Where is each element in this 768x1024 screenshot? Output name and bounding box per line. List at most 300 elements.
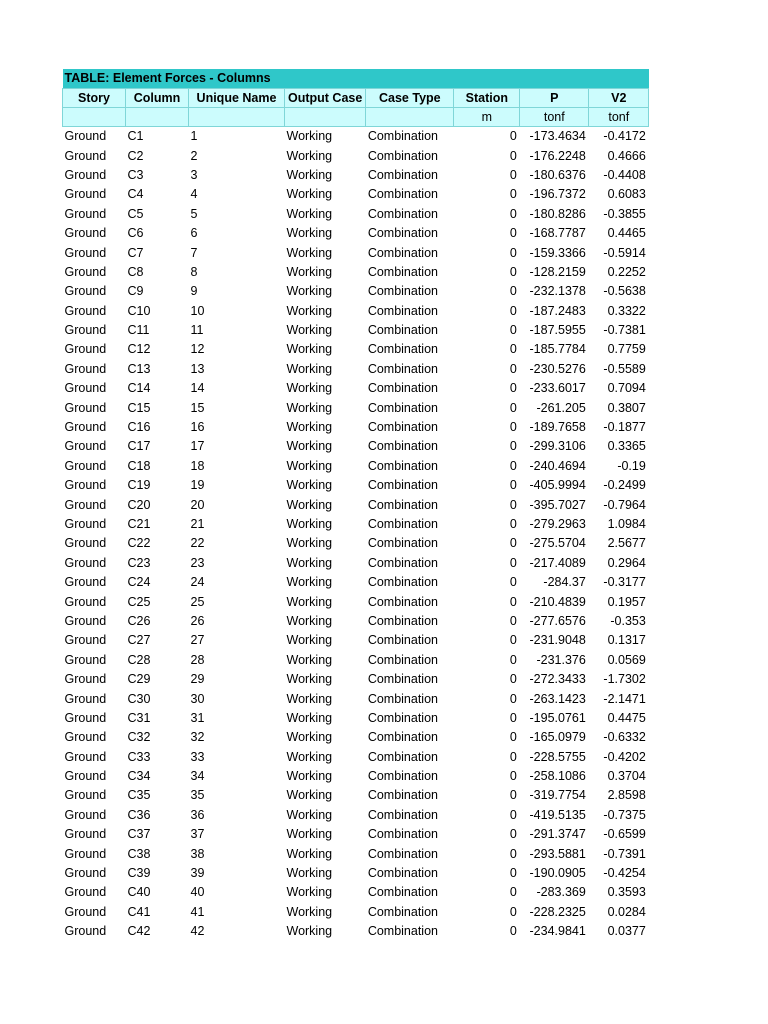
cell-p[interactable]: -168.7787 [529, 226, 586, 241]
cell-p[interactable]: -176.2248 [529, 148, 586, 163]
cell-story[interactable]: Ground [64, 652, 107, 667]
cell-p[interactable]: -240.4694 [529, 458, 586, 473]
header-p[interactable]: P [520, 89, 589, 108]
cell-station[interactable]: 0 [509, 807, 517, 822]
cell-story[interactable]: Ground [64, 788, 107, 803]
cell-output-case[interactable]: Working [286, 226, 333, 241]
cell-station[interactable]: 0 [509, 769, 517, 784]
cell-v2[interactable]: 2.8598 [607, 788, 646, 803]
header-station[interactable]: Station [454, 89, 520, 108]
cell-story[interactable]: Ground [64, 226, 107, 241]
cell-v2[interactable]: 0.3704 [607, 769, 646, 784]
cell-output-case[interactable]: Working [286, 187, 333, 202]
cell-station[interactable]: 0 [509, 206, 517, 221]
cell-unique-name[interactable]: 1 [190, 129, 198, 144]
cell-station[interactable]: 0 [509, 148, 517, 163]
cell-output-case[interactable]: Working [286, 167, 333, 182]
cell-story[interactable]: Ground [64, 439, 107, 454]
cell-p[interactable]: -277.6576 [529, 613, 586, 628]
cell-v2[interactable]: 0.7094 [607, 381, 646, 396]
cell-v2[interactable]: 0.0284 [607, 904, 646, 919]
cell-p[interactable]: -185.7784 [529, 342, 586, 357]
cell-case-type[interactable]: Combination [367, 691, 438, 706]
cell-column[interactable]: C42 [127, 924, 151, 939]
cell-p[interactable]: -187.5955 [529, 323, 586, 338]
cell-case-type[interactable]: Combination [367, 245, 438, 260]
cell-station[interactable]: 0 [509, 885, 517, 900]
cell-story[interactable]: Ground [64, 264, 107, 279]
cell-unique-name[interactable]: 20 [190, 497, 205, 512]
header-story[interactable]: Story [63, 89, 126, 108]
cell-output-case[interactable]: Working [286, 672, 333, 687]
cell-column[interactable]: C21 [127, 517, 151, 531]
cell-column[interactable]: C22 [127, 536, 151, 551]
cell-p[interactable]: -173.4634 [529, 129, 586, 144]
cell-case-type[interactable]: Combination [367, 323, 438, 338]
cell-p[interactable]: -231.376 [536, 652, 586, 667]
cell-station[interactable]: 0 [509, 420, 517, 435]
header-unique-name[interactable]: Unique Name [189, 89, 285, 108]
cell-station[interactable]: 0 [509, 400, 517, 415]
cell-column[interactable]: C4 [127, 187, 144, 202]
cell-case-type[interactable]: Combination [367, 206, 438, 221]
cell-station[interactable]: 0 [509, 284, 517, 299]
cell-station[interactable]: 0 [509, 827, 517, 842]
cell-story[interactable]: Ground [64, 167, 107, 182]
cell-case-type[interactable]: Combination [367, 400, 438, 415]
cell-v2[interactable]: -0.4408 [603, 167, 646, 182]
cell-unique-name[interactable]: 17 [190, 439, 205, 454]
unit-unique-name[interactable] [189, 108, 285, 127]
cell-v2[interactable]: -0.19 [617, 458, 646, 473]
cell-story[interactable]: Ground [64, 749, 107, 764]
cell-v2[interactable]: 0.3365 [607, 439, 646, 454]
cell-column[interactable]: C34 [127, 769, 151, 784]
cell-output-case[interactable]: Working [286, 458, 333, 473]
cell-output-case[interactable]: Working [286, 439, 333, 454]
cell-column[interactable]: C2 [127, 148, 144, 163]
cell-v2[interactable]: -0.4254 [603, 866, 646, 881]
cell-p[interactable]: -128.2159 [529, 264, 586, 279]
cell-v2[interactable]: -0.353 [610, 613, 646, 628]
cell-case-type[interactable]: Combination [367, 710, 438, 725]
cell-story[interactable]: Ground [64, 361, 107, 376]
cell-unique-name[interactable]: 35 [190, 788, 205, 803]
cell-unique-name[interactable]: 25 [190, 594, 205, 609]
cell-output-case[interactable]: Working [286, 497, 333, 512]
cell-output-case[interactable]: Working [286, 284, 333, 299]
cell-station[interactable]: 0 [509, 846, 517, 861]
cell-v2[interactable]: 0.0569 [607, 652, 646, 667]
cell-v2[interactable]: 0.0377 [607, 924, 646, 939]
cell-p[interactable]: -279.2963 [529, 517, 586, 531]
cell-unique-name[interactable]: 18 [190, 458, 205, 473]
cell-column[interactable]: C3 [127, 167, 144, 182]
cell-output-case[interactable]: Working [286, 788, 333, 803]
cell-output-case[interactable]: Working [286, 129, 333, 144]
cell-story[interactable]: Ground [64, 458, 107, 473]
cell-v2[interactable]: -0.4202 [603, 749, 646, 764]
unit-v2[interactable]: tonf [589, 108, 649, 127]
cell-station[interactable]: 0 [509, 691, 517, 706]
cell-station[interactable]: 0 [509, 633, 517, 648]
cell-v2[interactable]: -0.7375 [603, 807, 646, 822]
cell-output-case[interactable]: Working [286, 691, 333, 706]
cell-p[interactable]: -258.1086 [529, 769, 586, 784]
cell-column[interactable]: C16 [127, 420, 151, 435]
header-v2[interactable]: V2 [589, 89, 649, 108]
cell-v2[interactable]: -0.4172 [603, 129, 646, 144]
cell-story[interactable]: Ground [64, 420, 107, 435]
cell-unique-name[interactable]: 10 [190, 303, 205, 318]
cell-unique-name[interactable]: 38 [190, 846, 205, 861]
cell-v2[interactable]: 2.5677 [607, 536, 646, 551]
cell-unique-name[interactable]: 36 [190, 807, 205, 822]
cell-v2[interactable]: -0.6599 [603, 827, 646, 842]
cell-v2[interactable]: -0.6332 [603, 730, 646, 745]
cell-column[interactable]: C40 [127, 885, 151, 900]
cell-case-type[interactable]: Combination [367, 420, 438, 435]
cell-case-type[interactable]: Combination [367, 749, 438, 764]
cell-unique-name[interactable]: 19 [190, 478, 205, 493]
cell-column[interactable]: C36 [127, 807, 151, 822]
cell-column[interactable]: C11 [127, 323, 150, 338]
cell-output-case[interactable]: Working [286, 652, 333, 667]
cell-unique-name[interactable]: 27 [190, 633, 205, 648]
cell-column[interactable]: C5 [127, 206, 144, 221]
cell-case-type[interactable]: Combination [367, 866, 438, 881]
cell-case-type[interactable]: Combination [367, 633, 438, 648]
cell-station[interactable]: 0 [509, 749, 517, 764]
cell-case-type[interactable]: Combination [367, 167, 438, 182]
cell-story[interactable]: Ground [64, 536, 107, 551]
cell-unique-name[interactable]: 22 [190, 536, 205, 551]
cell-case-type[interactable]: Combination [367, 613, 438, 628]
cell-station[interactable]: 0 [509, 226, 517, 241]
cell-case-type[interactable]: Combination [367, 478, 438, 493]
cell-p[interactable]: -180.8286 [529, 206, 586, 221]
cell-station[interactable]: 0 [509, 575, 517, 590]
unit-output-case[interactable] [285, 108, 366, 127]
cell-column[interactable]: C1 [127, 129, 144, 144]
cell-v2[interactable]: 0.2964 [607, 555, 646, 570]
cell-unique-name[interactable]: 5 [190, 206, 198, 221]
cell-case-type[interactable]: Combination [367, 769, 438, 784]
cell-station[interactable]: 0 [509, 323, 517, 338]
cell-station[interactable]: 0 [509, 303, 517, 318]
cell-output-case[interactable]: Working [286, 478, 333, 493]
unit-column[interactable] [126, 108, 189, 127]
cell-p[interactable]: -275.5704 [529, 536, 586, 551]
cell-v2[interactable]: 0.1957 [607, 594, 646, 609]
cell-p[interactable]: -419.5135 [529, 807, 586, 822]
cell-column[interactable]: C13 [127, 361, 151, 376]
cell-case-type[interactable]: Combination [367, 303, 438, 318]
cell-p[interactable]: -272.3433 [529, 672, 586, 687]
cell-output-case[interactable]: Working [286, 400, 333, 415]
cell-case-type[interactable]: Combination [367, 924, 438, 939]
cell-output-case[interactable]: Working [286, 885, 333, 900]
cell-case-type[interactable]: Combination [367, 439, 438, 454]
cell-station[interactable]: 0 [509, 342, 517, 357]
cell-p[interactable]: -187.2483 [529, 303, 586, 318]
header-column[interactable]: Column [126, 89, 189, 108]
cell-station[interactable]: 0 [509, 381, 517, 396]
cell-column[interactable]: C37 [127, 827, 151, 842]
cell-v2[interactable]: 0.4666 [607, 148, 646, 163]
cell-output-case[interactable]: Working [286, 245, 333, 260]
cell-v2[interactable]: 0.3807 [607, 400, 646, 415]
cell-story[interactable]: Ground [64, 129, 107, 144]
cell-column[interactable]: C32 [127, 730, 151, 745]
cell-output-case[interactable]: Working [286, 303, 333, 318]
cell-story[interactable]: Ground [64, 904, 107, 919]
cell-p[interactable]: -196.7372 [529, 187, 586, 202]
cell-unique-name[interactable]: 21 [190, 517, 205, 531]
cell-p[interactable]: -228.5755 [529, 749, 586, 764]
cell-story[interactable]: Ground [64, 517, 107, 531]
cell-case-type[interactable]: Combination [367, 730, 438, 745]
cell-column[interactable]: C26 [127, 613, 151, 628]
cell-column[interactable]: C19 [127, 478, 151, 493]
cell-unique-name[interactable]: 11 [190, 323, 204, 338]
cell-story[interactable]: Ground [64, 924, 107, 939]
unit-case-type[interactable] [366, 108, 454, 127]
cell-station[interactable]: 0 [509, 613, 517, 628]
cell-v2[interactable]: -0.7391 [603, 846, 646, 861]
cell-p[interactable]: -228.2325 [529, 904, 586, 919]
cell-story[interactable]: Ground [64, 866, 107, 881]
cell-output-case[interactable]: Working [286, 749, 333, 764]
cell-column[interactable]: C35 [127, 788, 151, 803]
cell-station[interactable]: 0 [509, 478, 517, 493]
cell-column[interactable]: C25 [127, 594, 151, 609]
cell-station[interactable]: 0 [509, 594, 517, 609]
cell-output-case[interactable]: Working [286, 148, 333, 163]
cell-output-case[interactable]: Working [286, 361, 333, 376]
cell-story[interactable]: Ground [64, 555, 107, 570]
cell-case-type[interactable]: Combination [367, 904, 438, 919]
cell-p[interactable]: -234.9841 [529, 924, 586, 939]
cell-story[interactable]: Ground [64, 323, 107, 338]
cell-column[interactable]: C14 [127, 381, 151, 396]
cell-column[interactable]: C8 [127, 264, 144, 279]
cell-story[interactable]: Ground [64, 342, 107, 357]
cell-p[interactable]: -263.1423 [529, 691, 586, 706]
unit-story[interactable] [63, 108, 126, 127]
cell-station[interactable]: 0 [509, 245, 517, 260]
cell-story[interactable]: Ground [64, 846, 107, 861]
cell-p[interactable]: -405.9994 [529, 478, 586, 493]
cell-case-type[interactable]: Combination [367, 594, 438, 609]
cell-p[interactable]: -395.7027 [529, 497, 586, 512]
cell-p[interactable]: -180.6376 [529, 167, 586, 182]
cell-unique-name[interactable]: 2 [190, 148, 198, 163]
cell-unique-name[interactable]: 16 [190, 420, 205, 435]
cell-output-case[interactable]: Working [286, 710, 333, 725]
cell-unique-name[interactable]: 3 [190, 167, 198, 182]
cell-column[interactable]: C27 [127, 633, 151, 648]
cell-column[interactable]: C6 [127, 226, 144, 241]
cell-column[interactable]: C30 [127, 691, 151, 706]
cell-p[interactable]: -195.0761 [529, 710, 586, 725]
cell-case-type[interactable]: Combination [367, 536, 438, 551]
cell-output-case[interactable]: Working [286, 323, 333, 338]
cell-output-case[interactable]: Working [286, 613, 333, 628]
cell-unique-name[interactable]: 31 [190, 710, 205, 725]
cell-v2[interactable]: 0.1317 [607, 633, 646, 648]
cell-unique-name[interactable]: 39 [190, 866, 205, 881]
cell-unique-name[interactable]: 28 [190, 652, 205, 667]
cell-story[interactable]: Ground [64, 827, 107, 842]
cell-output-case[interactable]: Working [286, 536, 333, 551]
cell-story[interactable]: Ground [64, 613, 107, 628]
cell-output-case[interactable]: Working [286, 342, 333, 357]
cell-station[interactable]: 0 [509, 187, 517, 202]
cell-p[interactable]: -230.5276 [529, 361, 586, 376]
cell-output-case[interactable]: Working [286, 807, 333, 822]
cell-unique-name[interactable]: 23 [190, 555, 205, 570]
cell-output-case[interactable]: Working [286, 866, 333, 881]
cell-output-case[interactable]: Working [286, 575, 333, 590]
cell-p[interactable]: -291.3747 [529, 827, 586, 842]
cell-v2[interactable]: -0.3177 [603, 575, 646, 590]
cell-column[interactable]: C41 [127, 904, 151, 919]
cell-station[interactable]: 0 [509, 517, 517, 531]
cell-unique-name[interactable]: 41 [190, 904, 205, 919]
cell-column[interactable]: C24 [127, 575, 151, 590]
cell-unique-name[interactable]: 24 [190, 575, 205, 590]
cell-p[interactable]: -165.0979 [529, 730, 586, 745]
cell-p[interactable]: -217.4089 [529, 555, 586, 570]
cell-output-case[interactable]: Working [286, 420, 333, 435]
cell-station[interactable]: 0 [509, 924, 517, 939]
cell-story[interactable]: Ground [64, 672, 107, 687]
cell-column[interactable]: C18 [127, 458, 151, 473]
cell-case-type[interactable]: Combination [367, 517, 438, 531]
cell-v2[interactable]: -0.1877 [603, 420, 646, 435]
cell-p[interactable]: -232.1378 [529, 284, 586, 299]
cell-story[interactable]: Ground [64, 575, 107, 590]
cell-case-type[interactable]: Combination [367, 672, 438, 687]
cell-v2[interactable]: -0.5589 [603, 361, 646, 376]
cell-output-case[interactable]: Working [286, 555, 333, 570]
cell-story[interactable]: Ground [64, 691, 107, 706]
cell-station[interactable]: 0 [509, 788, 517, 803]
cell-case-type[interactable]: Combination [367, 148, 438, 163]
cell-story[interactable]: Ground [64, 303, 107, 318]
cell-p[interactable]: -210.4839 [529, 594, 586, 609]
cell-station[interactable]: 0 [509, 439, 517, 454]
cell-unique-name[interactable]: 7 [190, 245, 198, 260]
cell-story[interactable]: Ground [64, 807, 107, 822]
cell-story[interactable]: Ground [64, 284, 107, 299]
cell-v2[interactable]: 0.3322 [607, 303, 646, 318]
cell-v2[interactable]: 0.6083 [607, 187, 646, 202]
cell-station[interactable]: 0 [509, 497, 517, 512]
cell-story[interactable]: Ground [64, 148, 107, 163]
cell-unique-name[interactable]: 15 [190, 400, 205, 415]
cell-story[interactable]: Ground [64, 769, 107, 784]
cell-column[interactable]: C7 [127, 245, 144, 260]
cell-v2[interactable]: 1.0984 [607, 517, 646, 531]
cell-v2[interactable]: -0.2499 [603, 478, 646, 493]
cell-unique-name[interactable]: 32 [190, 730, 205, 745]
cell-case-type[interactable]: Combination [367, 575, 438, 590]
cell-story[interactable]: Ground [64, 633, 107, 648]
cell-column[interactable]: C31 [127, 710, 151, 725]
cell-story[interactable]: Ground [64, 497, 107, 512]
cell-output-case[interactable]: Working [286, 381, 333, 396]
cell-column[interactable]: C38 [127, 846, 151, 861]
cell-unique-name[interactable]: 33 [190, 749, 205, 764]
cell-unique-name[interactable]: 29 [190, 672, 205, 687]
unit-station[interactable]: m [454, 108, 520, 127]
header-case-type[interactable]: Case Type [366, 89, 454, 108]
cell-station[interactable]: 0 [509, 730, 517, 745]
cell-unique-name[interactable]: 30 [190, 691, 205, 706]
cell-story[interactable]: Ground [64, 187, 107, 202]
cell-v2[interactable]: 0.7759 [607, 342, 646, 357]
cell-story[interactable]: Ground [64, 245, 107, 260]
cell-column[interactable]: C29 [127, 672, 151, 687]
cell-column[interactable]: C9 [127, 284, 144, 299]
cell-station[interactable]: 0 [509, 167, 517, 182]
table-title[interactable]: TABLE: Element Forces - Columns [63, 69, 649, 89]
cell-output-case[interactable]: Working [286, 594, 333, 609]
cell-case-type[interactable]: Combination [367, 807, 438, 822]
cell-output-case[interactable]: Working [286, 206, 333, 221]
cell-p[interactable]: -190.0905 [529, 866, 586, 881]
cell-case-type[interactable]: Combination [367, 381, 438, 396]
cell-unique-name[interactable]: 6 [190, 226, 198, 241]
cell-column[interactable]: C33 [127, 749, 151, 764]
cell-column[interactable]: C23 [127, 555, 151, 570]
cell-unique-name[interactable]: 26 [190, 613, 205, 628]
cell-station[interactable]: 0 [509, 264, 517, 279]
cell-column[interactable]: C28 [127, 652, 151, 667]
cell-story[interactable]: Ground [64, 594, 107, 609]
cell-v2[interactable]: -0.7964 [603, 497, 646, 512]
cell-station[interactable]: 0 [509, 672, 517, 687]
cell-output-case[interactable]: Working [286, 924, 333, 939]
cell-unique-name[interactable]: 9 [190, 284, 198, 299]
cell-case-type[interactable]: Combination [367, 885, 438, 900]
cell-output-case[interactable]: Working [286, 517, 333, 531]
cell-column[interactable]: C17 [127, 439, 151, 454]
cell-column[interactable]: C20 [127, 497, 151, 512]
unit-p[interactable]: tonf [520, 108, 589, 127]
cell-case-type[interactable]: Combination [367, 497, 438, 512]
cell-story[interactable]: Ground [64, 730, 107, 745]
cell-unique-name[interactable]: 40 [190, 885, 205, 900]
cell-unique-name[interactable]: 13 [190, 361, 205, 376]
cell-output-case[interactable]: Working [286, 769, 333, 784]
cell-case-type[interactable]: Combination [367, 129, 438, 144]
cell-p[interactable]: -233.6017 [529, 381, 586, 396]
cell-p[interactable]: -283.369 [536, 885, 586, 900]
cell-case-type[interactable]: Combination [367, 264, 438, 279]
cell-output-case[interactable]: Working [286, 633, 333, 648]
cell-column[interactable]: C39 [127, 866, 151, 881]
cell-station[interactable]: 0 [509, 361, 517, 376]
cell-station[interactable]: 0 [509, 866, 517, 881]
cell-v2[interactable]: 0.3593 [607, 885, 646, 900]
cell-v2[interactable]: 0.4475 [607, 710, 646, 725]
cell-story[interactable]: Ground [64, 381, 107, 396]
cell-station[interactable]: 0 [509, 129, 517, 144]
cell-v2[interactable]: -0.5914 [603, 245, 646, 260]
